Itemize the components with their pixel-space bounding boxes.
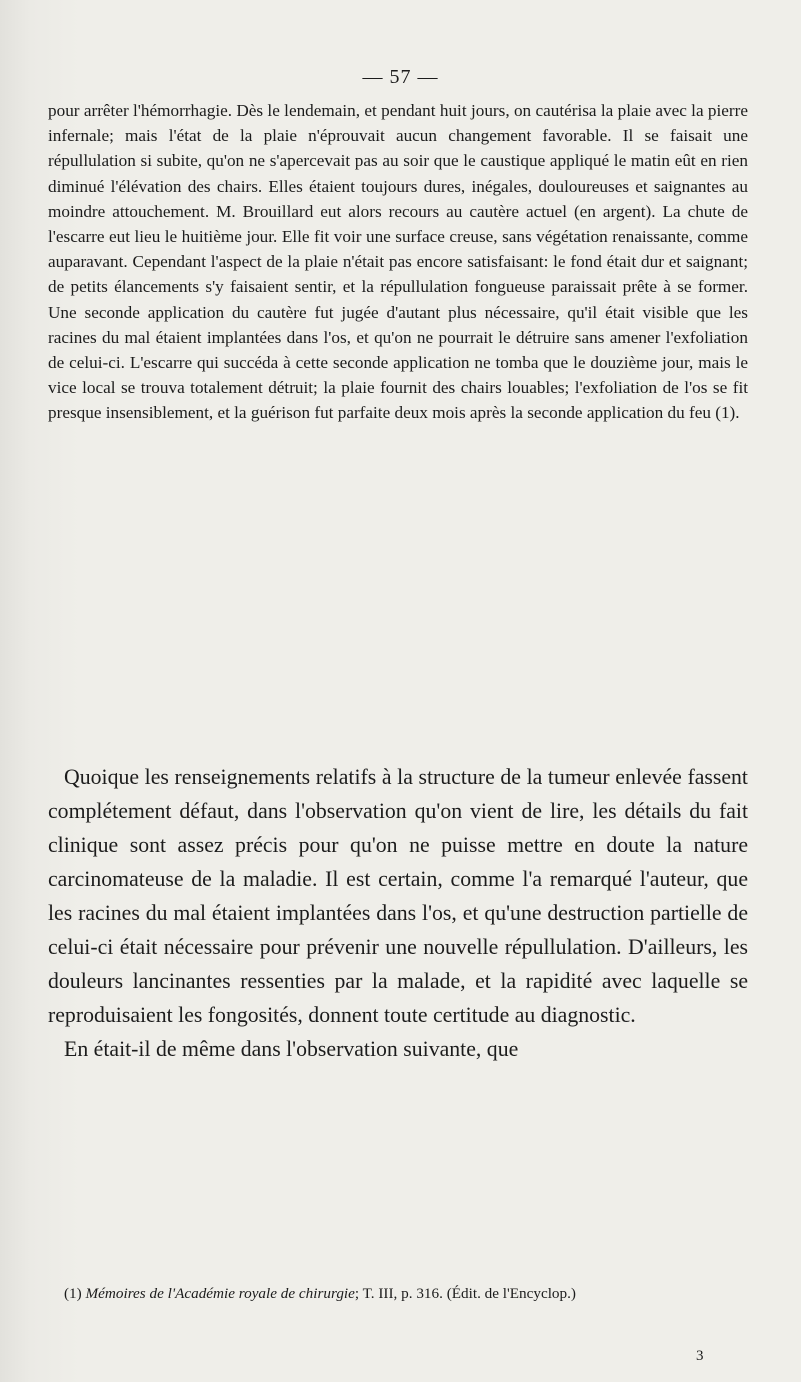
footnote-marker: (1)	[64, 1285, 82, 1302]
footnote-source: Mémoires de l'Académie royale de chirurgie	[85, 1285, 355, 1302]
paragraph-continued: pour arrêter l'hémorrhagie. Dès le lendemain, et pendant huit jours, on cautérisa la plaie avec la pierre infernale; mais l'état de la plaie n'éprouvait aucun changement favorable. Il se faisait une répullulation si subite, qu'on ne s'apercevait pas au soir que le caustique appliqué le matin eût en rien diminué l'élévation des chairs. Elles étaient toujours dures, inégales, douloureuses et saignantes au moindre attouchement. M. Brouillard eut alors recours au cautère actuel (en argent). La chute de l'escarre eut lieu le huitième jour. Elle fit voir une surface creuse, sans végétation renaissante, comme auparavant. Cependant l'aspect de la plaie n'était pas encore satisfaisant: le fond était dur et saignant; de petits élancements s'y faisaient sentir, et la répullulation fongueuse paraissait prête à se former. Une seconde application du cautère fut jugée d'autant plus nécessaire, qu'il était visible que les racines du mal étaient implantées dans l'os, et qu'on ne pourrait le détruire sans amener l'exfoliation de celui-ci. L'escarre qui succéda à cette seconde application ne tomba que le douzième jour, mais le vice local se trouva totalement détruit; la plaie fournit des chairs louables; l'exfoliation de l'os se fit presque insensiblement, et la guérison fut parfaite deux mois après la seconde application du feu (1).	[48, 101, 748, 423]
commentary-paragraph-next: En était-il de même dans l'observation suivante, que	[64, 1037, 519, 1061]
signature-mark: 3	[696, 1348, 704, 1364]
commentary-paragraph: Quoique les renseignements relatifs à la structure de la tumeur enlevée fassent complétement défaut, dans l'observation qu'on vient de lire, les détails du fait clinique sont assez précis pour qu'on ne puisse mettre en doute la nature carcinomateuse de la maladie. Il est certain, comme l'a remarqué l'auteur, que les racines du mal étaient implantées dans l'os, et qu'une destruction partielle de celui-ci était nécessaire pour prévenir une nouvelle répullulation. D'ailleurs, les douleurs lancinantes ressenties par la malade, et la rapidité avec laquelle se reproduisaient les fongosités, donnent toute certitude au diagnostic.	[48, 765, 748, 1027]
footnote-reference: ; T. III, p. 316. (Édit. de l'Encyclop.)	[354, 1285, 576, 1302]
page-number: — 57 —	[362, 66, 439, 88]
footnote	[48, 1283, 748, 1304]
commentary	[48, 760, 748, 1066]
